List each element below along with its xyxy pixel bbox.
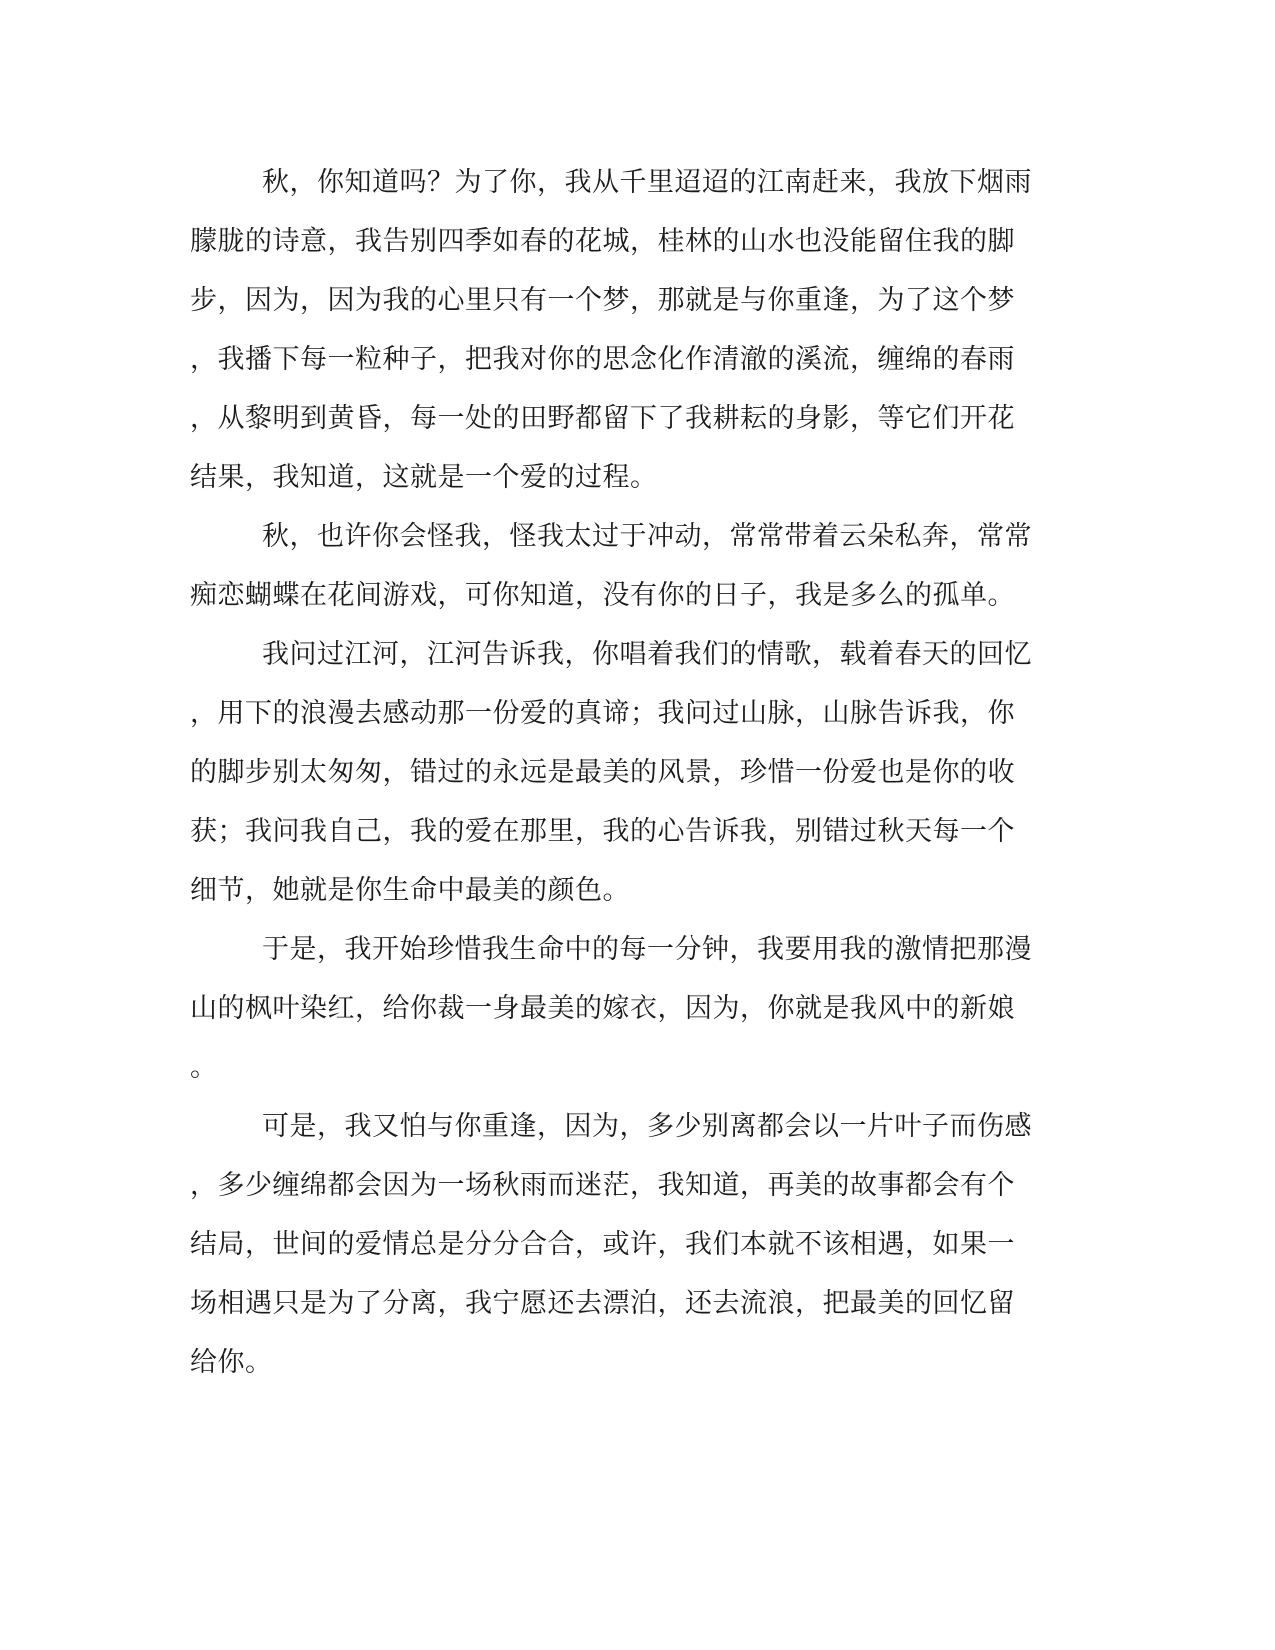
paragraph-4-line-2: 山的枫叶染红，给你裁一身最美的嫁衣，因为，你就是我风中的新娘 bbox=[190, 993, 1015, 1024]
paragraph-5-line-2: ，多少缠绵都会因为一场秋雨而迷茫，我知道，再美的故事都会有个 bbox=[190, 1170, 1015, 1201]
paragraph-1-line-3: 步，因为，因为我的心里只有一个梦，那就是与你重逢，为了这个梦 bbox=[190, 285, 1015, 316]
paragraph-1-line-2: 朦胧的诗意，我告别四季如春的花城，桂林的山水也没能留住我的脚 bbox=[190, 226, 1015, 257]
paragraph-2-line-1: 秋，也许你会怪我，怪我太过于冲动，常常带着云朵私奔，常常 bbox=[262, 521, 1032, 552]
paragraph-3-line-1: 我问过江河，江河告诉我，你唱着我们的情歌，载着春天的回忆 bbox=[262, 639, 1032, 670]
paragraph-1-line-5: ，从黎明到黄昏，每一处的田野都留下了我耕耘的身影，等它们开花 bbox=[190, 403, 1015, 434]
paragraph-3-line-2: ，用下的浪漫去感动那一份爱的真谛；我问过山脉，山脉告诉我，你 bbox=[190, 698, 1015, 729]
paragraph-4-line-3: 。 bbox=[190, 1052, 218, 1083]
paragraph-2-line-2: 痴恋蝴蝶在花间游戏，可你知道，没有你的日子，我是多么的孤单。 bbox=[190, 580, 1015, 611]
paragraph-3-line-3: 的脚步别太匆匆，错过的永远是最美的风景，珍惜一份爱也是你的收 bbox=[190, 757, 1015, 788]
paragraph-1-line-1: 秋，你知道吗？为了你，我从千里迢迢的江南赶来，我放下烟雨 bbox=[262, 167, 1032, 198]
paragraph-3-line-5: 细节，她就是你生命中最美的颜色。 bbox=[190, 875, 630, 906]
paragraph-1-line-4: ，我播下每一粒种子，把我对你的思念化作清澈的溪流，缠绵的春雨 bbox=[190, 344, 1015, 375]
paragraph-5-line-1: 可是，我又怕与你重逢，因为，多少别离都会以一片叶子而伤感 bbox=[262, 1111, 1032, 1142]
paragraph-5-line-3: 结局，世间的爱情总是分分合合，或许，我们本就不该相遇，如果一 bbox=[190, 1229, 1015, 1260]
paragraph-5-line-4: 场相遇只是为了分离，我宁愿还去漂泊，还去流浪，把最美的回忆留 bbox=[190, 1288, 1015, 1319]
paragraph-3-line-4: 获；我问我自己，我的爱在那里，我的心告诉我，别错过秋天每一个 bbox=[190, 816, 1015, 847]
paragraph-5-line-5: 给你。 bbox=[190, 1347, 273, 1378]
paragraph-4-line-1: 于是，我开始珍惜我生命中的每一分钟，我要用我的激情把那漫 bbox=[262, 934, 1032, 965]
paragraph-1-line-6: 结果，我知道，这就是一个爱的过程。 bbox=[190, 462, 658, 493]
